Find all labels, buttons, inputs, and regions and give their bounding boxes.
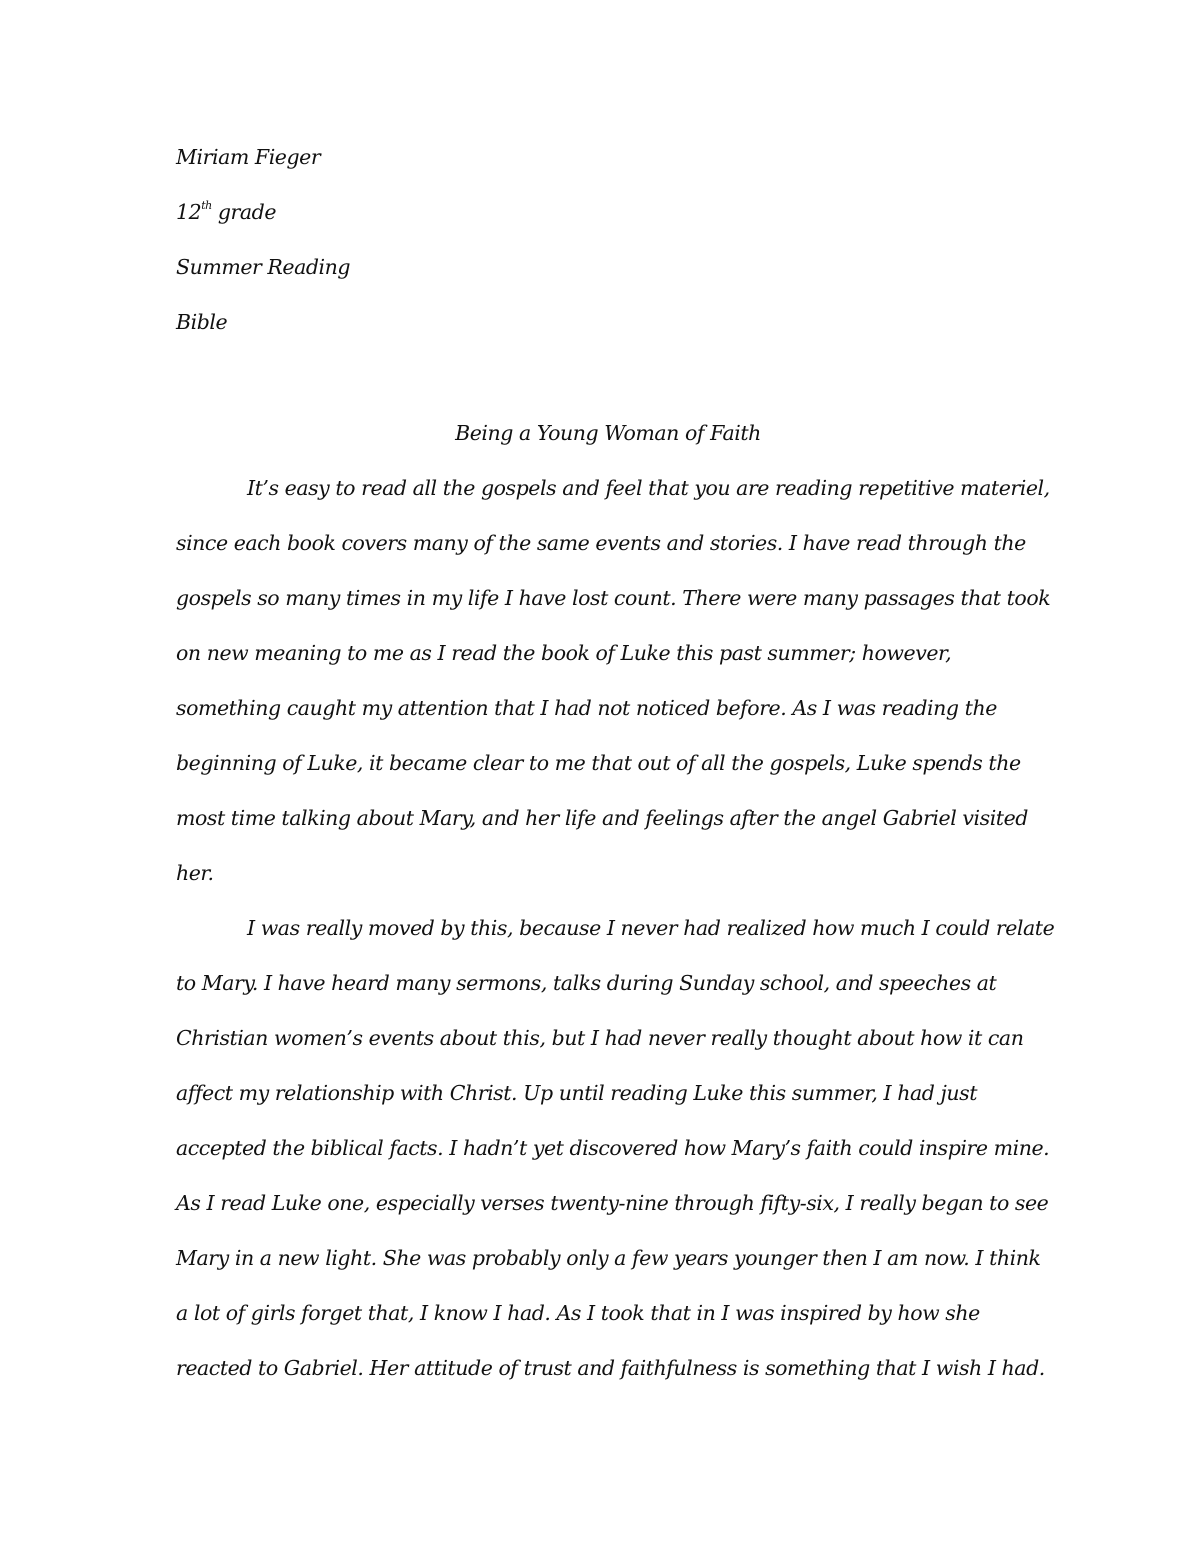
grade-word: grade (217, 200, 277, 224)
paragraph-1-line-1: It’s easy to read all the gospels and feel that you are reading repetitive materiel, (247, 476, 1050, 500)
paragraph-2-line-2: to Mary. I have heard many sermons, talks during Sunday school, and speeches at (176, 971, 997, 995)
paragraph-1-line-6: beginning of Luke, it became clear to me that out of all the gospels, Luke spends the (176, 751, 1021, 775)
paragraph-2-line-7: Mary in a new light. She was probably only a few years younger then I am now. I think (176, 1246, 1041, 1270)
paragraph-1-line-8: her. (176, 861, 214, 885)
paragraph-2-line-8: a lot of girls forget that, I know I had. As I took that in I was inspired by how she (176, 1301, 980, 1325)
subject-name: Bible (176, 310, 228, 334)
paragraph-1-line-4: on new meaning to me as I read the book of Luke this past summer; however, (176, 641, 952, 665)
paragraph-2-line-6: As I read Luke one, especially verses twenty-nine through fifty-six, I really began to see (176, 1191, 1049, 1215)
paragraph-1-line-3: gospels so many times in my life I have lost count. There were many passages that took (176, 586, 1051, 610)
paragraph-2-line-5: accepted the biblical facts. I hadn’t yet discovered how Mary’s faith could inspire mine. (176, 1136, 1050, 1160)
assignment-name: Summer Reading (176, 255, 351, 279)
author-name: Miriam Fieger (176, 145, 321, 169)
grade-number: 12 (176, 200, 202, 224)
paragraph-2-line-9: reacted to Gabriel. Her attitude of trust and faithfulness is something that I wish I had. (176, 1356, 1045, 1380)
grade-suffix: th (201, 199, 212, 213)
grade-line (176, 198, 276, 226)
paragraph-2-line-3: Christian women’s events about this, but I had never really thought about how it can (176, 1026, 1024, 1050)
paragraph-1-line-2: since each book covers many of the same events and stories. I have read through the (176, 531, 1026, 555)
paragraph-1-line-7: most time talking about Mary, and her life and feelings after the angel Gabriel visited (176, 806, 1028, 830)
essay-title: Being a Young Woman of Faith (455, 421, 761, 445)
paragraph-1-line-5: something caught my attention that I had not noticed before. As I was reading the (176, 696, 997, 720)
paragraph-2-line-4: affect my relationship with Christ. Up until reading Luke this summer, I had just (176, 1081, 978, 1105)
paragraph-2-line-1: I was really moved by this, because I never had realized how much I could relate (247, 916, 1055, 940)
